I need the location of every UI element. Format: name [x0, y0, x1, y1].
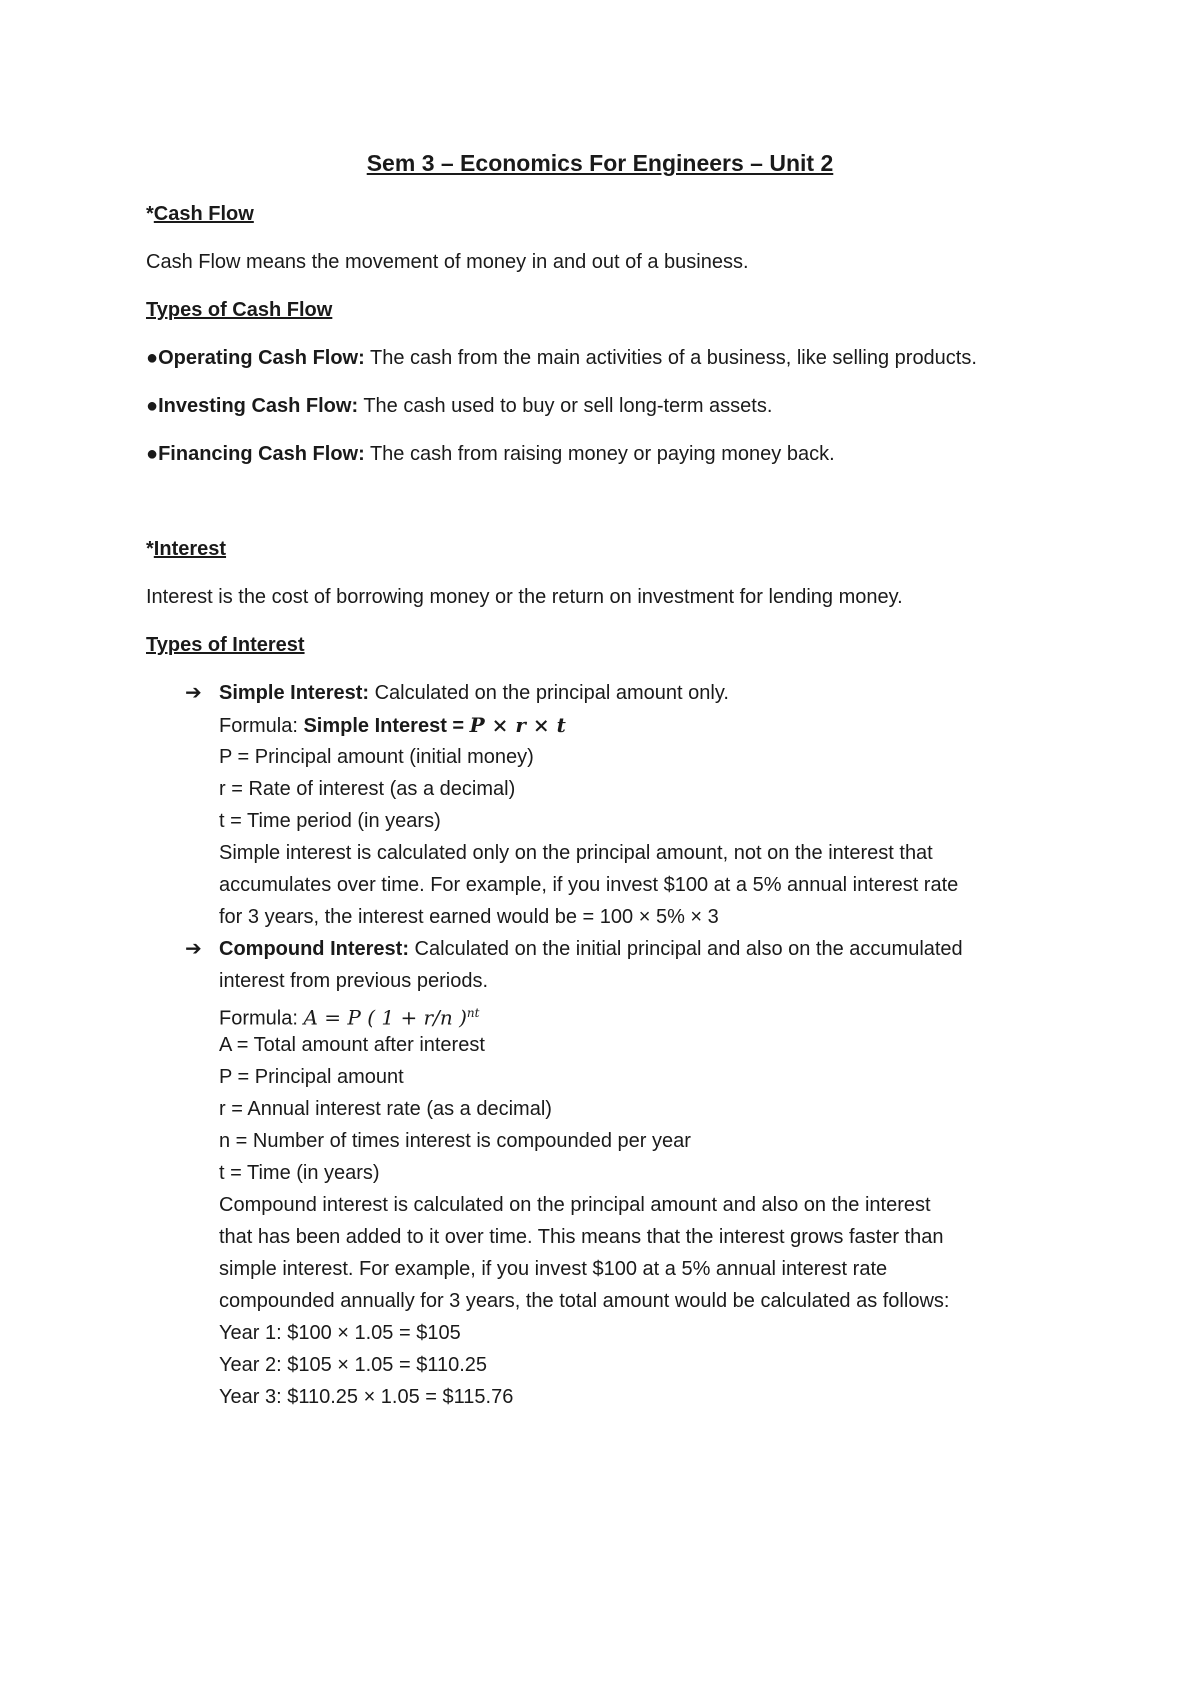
cash-flow-types-heading: Types of Cash Flow — [146, 299, 333, 321]
explanation-line: that has been added to it over time. This means that the interest grows faster than — [219, 1226, 944, 1248]
cash-flow-type-item — [146, 440, 835, 468]
type-text: The cash from the main activities of a business, like selling products. — [364, 347, 977, 369]
cash-flow-type-item — [146, 392, 772, 420]
compound-interest-term: Compound Interest: — [219, 938, 409, 960]
variable-definition: t = Time (in years) — [219, 1162, 380, 1184]
interest-heading — [146, 535, 226, 563]
formula-expression: A = P ( 1 + r/n ) — [303, 1005, 467, 1030]
bullet-icon: ● — [146, 395, 159, 417]
year-calculation: Year 1: $100 × 1.05 = $105 — [219, 1322, 461, 1344]
simple-interest-desc: Calculated on the principal amount only. — [369, 682, 729, 704]
variable-definition: P = Principal amount — [219, 1066, 404, 1088]
cash-flow-definition: Cash Flow means the movement of money in and out of a business. — [146, 251, 749, 273]
explanation-line: compounded annually for 3 years, the total amount would be calculated as follows: — [219, 1290, 950, 1312]
variable-definition: P = Principal amount (initial money) — [219, 746, 534, 768]
simple-interest-formula — [219, 711, 566, 740]
cash-flow-heading — [146, 200, 254, 228]
cash-flow-type-item — [146, 344, 977, 372]
year-calculation: Year 2: $105 × 1.05 = $110.25 — [219, 1354, 488, 1376]
explanation-line: accumulates over time. For example, if you invest $100 at a 5% annual interest rate — [219, 874, 959, 896]
formula-prefix: Formula: — [219, 715, 304, 737]
formula-exponent: nt — [466, 1006, 480, 1020]
heading-star: * — [146, 203, 154, 225]
variable-definition: t = Time period (in years) — [219, 810, 441, 832]
variable-definition: r = Annual interest rate (as a decimal) — [219, 1098, 552, 1120]
heading-star: * — [146, 538, 154, 560]
type-term: Financing Cash Flow: — [158, 443, 365, 465]
variable-definition: A = Total amount after interest — [219, 1034, 485, 1056]
arrow-icon: ➔ — [185, 938, 202, 960]
type-term: Operating Cash Flow: — [158, 347, 365, 369]
simple-interest-title — [219, 679, 729, 707]
explanation-line: Simple interest is calculated only on the principal amount, not on the interest that — [219, 842, 933, 864]
formula-expression: P × r × t — [469, 713, 566, 737]
compound-interest-title — [219, 935, 963, 963]
compound-interest-desc-cont: interest from previous periods. — [219, 970, 489, 992]
interest-heading-text: Interest — [153, 538, 227, 560]
variable-definition: n = Number of times interest is compounded per year — [219, 1130, 691, 1152]
type-term: Investing Cash Flow: — [158, 395, 359, 417]
formula-prefix: Formula: — [219, 1007, 304, 1030]
year-calculation: Year 3: $110.25 × 1.05 = $115.76 — [219, 1386, 514, 1408]
type-text: The cash from raising money or paying money back. — [364, 443, 835, 465]
bullet-icon: ● — [146, 443, 159, 465]
type-text: The cash used to buy or sell long-term assets. — [358, 395, 773, 417]
arrow-icon: ➔ — [185, 682, 202, 704]
cash-flow-heading-text: Cash Flow — [153, 203, 254, 225]
explanation-line: for 3 years, the interest earned would be = 100 × 5% × 3 — [219, 906, 719, 928]
interest-definition: Interest is the cost of borrowing money or the return on investment for lending money. — [146, 586, 903, 608]
simple-interest-term: Simple Interest: — [219, 682, 370, 704]
page-title: Sem 3 – Economics For Engineers – Unit 2 — [366, 150, 834, 176]
explanation-line: Compound interest is calculated on the principal amount and also on the interest — [219, 1194, 931, 1216]
variable-definition: r = Rate of interest (as a decimal) — [219, 778, 516, 800]
compound-interest-desc: Calculated on the initial principal and also on the accumulated — [409, 938, 963, 960]
explanation-line: simple interest. For example, if you invest $100 at a 5% annual interest rate — [219, 1258, 888, 1280]
formula-label: Simple Interest = — [303, 715, 470, 737]
compound-interest-formula — [219, 999, 479, 1033]
bullet-icon: ● — [146, 347, 159, 369]
interest-types-heading: Types of Interest — [146, 634, 305, 656]
